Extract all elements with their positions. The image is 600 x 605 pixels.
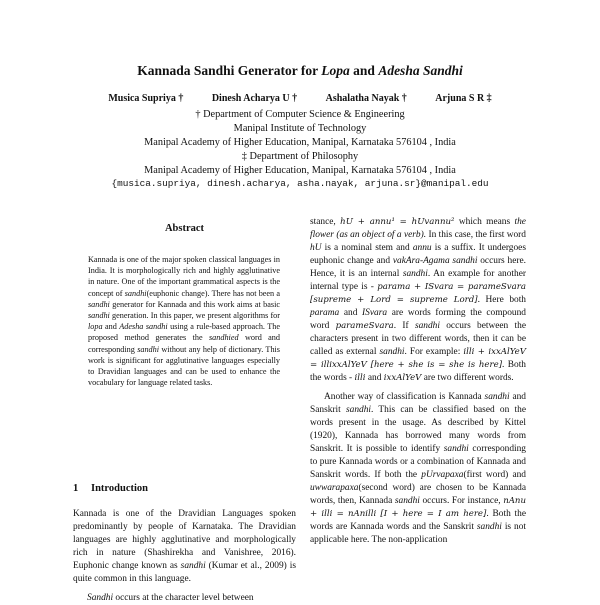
- intro-paragraph-1: Kannada is one of the Dravidian Languages spoken predominantly by people of Karnataka. The Dravidian languages are highly agglutinative and morphologically rich in nature (Shashirekha and Vanishree, 2016). Euphonic change known as sandhi (Kumar et al., 2009) is quite common in this language.: [73, 509, 297, 584]
- section-title: Introduction: [91, 483, 148, 494]
- paper-title: [0, 63, 600, 79]
- affiliation: Manipal Academy of Higher Education, Manipal, Karnataka 576104 , India: [144, 165, 456, 176]
- right-paragraph-1: stance, hU + annu¹ = hUvannu² which means the flower (as an object of a verb). In this case, the first word hU is a nominal stem and annu is a suffix. It undergoes euphonic change and vakAra-Agama sandhi occurs here. Hence, it is an internal sandhi. An example for another internal type is - parama + ISvara = parameSvara [supreme + Lord = supreme Lord]. Here both parama and ISvara are words forming the compound word parameSvara. If sandhi occurs between the characters present in two different words, then it can be called as external sandhi. For example: illi + ixxAlYeV = illixxAlYeV [here + she is = she is here]. Both the words - illi and ixxAlYeV are two different words.: [310, 217, 527, 383]
- section-heading-introduction: [73, 483, 148, 494]
- abstract-heading: Abstract: [164, 223, 205, 234]
- right-paragraph-2: Another way of classification is Kannada sandhi and Sanskrit sandhi. This can be classified based on the words present in the usage. As described by Kittel (1920), Kannada has borrowed many words from Sanskrit. It is possible to identify sandhi corresponding to pure Kannada words or a combination of Kannada and Sanskrit words. If both the pUrvapaxa(first word) and uwwarapaxa(second word) are chosen to be Kannada words, then, Kannada sandhi occurs. For instance, nAnu + illi = nAnilli [I + here = I am here]. Both the words are Kannada words and the Sanskrit sandhi is not applicable here. The non-application: [310, 392, 527, 545]
- title-text: Kannada Sandhi Generator for: [137, 63, 318, 78]
- title-lopa: Lopa: [321, 63, 350, 78]
- author-list: [0, 93, 600, 104]
- intro-paragraph-2: Sandhi occurs at the character level between: [87, 593, 254, 603]
- affiliation: Manipal Academy of Higher Education, Manipal, Karnataka 576104 , India: [144, 137, 456, 148]
- title-and: and: [353, 63, 375, 78]
- title-adesha: Adesha Sandhi: [378, 63, 463, 78]
- right-column-body: [310, 216, 526, 547]
- author: Arjuna S R ‡: [435, 93, 492, 104]
- abstract-body: Kannada is one of the major spoken classical languages in India. It is morphologically rich and highly agglutinative in nature. One of the important grammatical aspects is the concept of sandhi(euphonic change). There has not been a sandhi generator for Kannada and this work aims at basic sandhi generation. In this paper, we present algorithms for lopa and Adesha sandhi using a rule-based approach. The proposed method generates the sandhied word and corresponding sandhi without any help of dictionary. This work is significant for agglutinative languages especially to Dravidian languages and can be used to enhance the vocabulary for language related tasks.: [88, 255, 281, 388]
- affiliation: † Department of Computer Science & Engineering: [195, 109, 405, 120]
- affiliation: Manipal Institute of Technology: [233, 123, 367, 134]
- author-emails: {musica.supriya, dinesh.acharya, asha.nayak, arjuna.sr}@manipal.edu: [111, 178, 489, 189]
- section-number: 1: [73, 483, 79, 494]
- author: Dinesh Acharya U †: [211, 93, 298, 104]
- author: Ashalatha Nayak †: [325, 93, 407, 104]
- affiliation: ‡ Department of Philosophy: [241, 151, 359, 162]
- author: Musica Supriya †: [108, 93, 184, 104]
- intro-body: [73, 508, 296, 605]
